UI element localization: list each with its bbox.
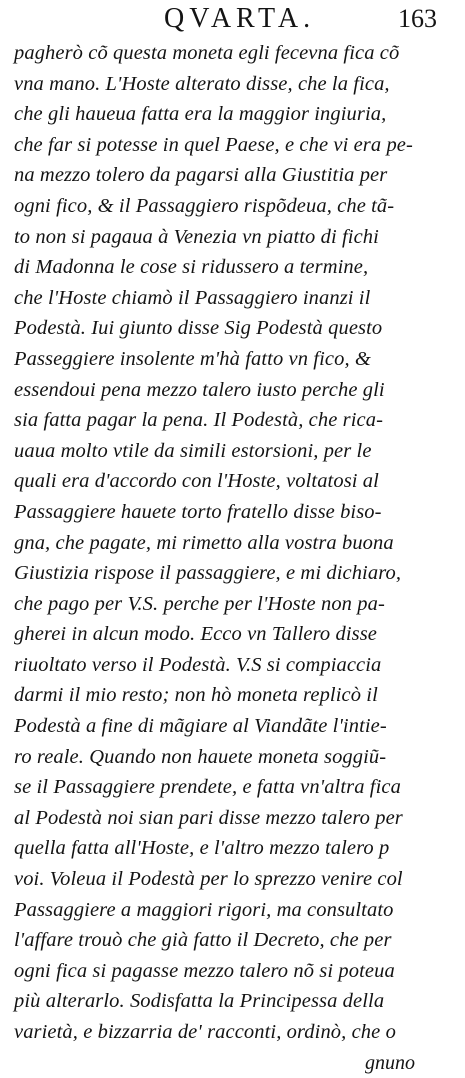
text-line: quella fatta all'Hoste, e l'altro mezzo talero p [14, 837, 390, 860]
text-line: Passeggiere insolente m'hà fatto vn fico, & [14, 347, 371, 370]
text-line: vna mano. L'Hoste alterato disse, che la fica, [14, 72, 390, 95]
text-line: riuoltato verso il Podestà. V.S si compiaccia [14, 653, 382, 676]
text-line: Passaggiere a maggiori rigori, ma consultato [14, 898, 394, 921]
text-line: varietà, e bizzarria de' racconti, ordinò, che o [14, 1021, 396, 1043]
text-line: uaua molto vtile da simili estorsioni, per le [14, 439, 372, 462]
text-line: al Podestà noi sian pari disse mezzo talero per [14, 806, 403, 829]
text-line: Podestà a fine di mãgiare al Viandãte l'intie- [14, 715, 387, 738]
text-line: se il Passaggiere prendete, e fatta vn'altra fica [14, 776, 401, 799]
text-body [14, 38, 445, 1048]
page-number: 163 [398, 4, 437, 33]
text-line: pagherò cõ questa moneta egli fecevna fica cõ [14, 42, 400, 64]
text-line: ogni fica si pagasse mezzo talero nõ si poteua [14, 959, 395, 982]
text-line: darmi il mio resto; non hò moneta replicò il [14, 684, 378, 707]
text-line: l'affare trouò che già fatto il Decreto, che per [14, 929, 392, 952]
text-line: na mezzo tolero da pagarsi alla Giustitia per [14, 164, 388, 187]
text-line: che gli haueua fatta era la maggior ingiuria, [14, 103, 387, 126]
text-line: essendoui pena mezzo talero iusto perche gli [14, 378, 385, 401]
text-line: ogni fico, & il Passaggiero rispõdeua, che tã- [14, 194, 395, 217]
catchword: gnuno [365, 1051, 415, 1074]
text-line: Passaggiere hauete torto fratello disse biso- [14, 500, 382, 523]
text-line: che pago per V.S. perche per l'Hoste non pa- [14, 592, 385, 615]
page-header [14, 3, 445, 36]
text-line: Giustizia rispose il passaggiere, e mi dichiaro, [14, 562, 402, 585]
text-line: gna, che pagate, mi rimetto alla vostra buona [14, 531, 394, 554]
text-line: to non si pagaua à Venezia vn piatto di fichi [14, 225, 379, 248]
text-line: Podestà. Iui giunto disse Sig Podestà questo [14, 317, 383, 340]
text-line: quali era d'accordo con l'Hoste, voltatosi al [14, 470, 379, 493]
text-line: gherei in alcun modo. Ecco vn Tallero disse [14, 623, 377, 646]
text-line: che l'Hoste chiamò il Passaggiero inanzi il [14, 286, 371, 309]
running-title: QVARTA. [164, 3, 316, 34]
text-line: sia fatta pagar la pena. Il Podestà, che rica- [14, 409, 383, 432]
text-line: più alterarlo. Sodisfatta la Principessa della [14, 990, 385, 1013]
text-line: voi. Voleua il Podestà per lo sprezzo venire col [14, 868, 403, 891]
text-line: di Madonna le cose si ridussero a termine, [14, 256, 369, 279]
text-line: ro reale. Quando non hauete moneta soggiũ- [14, 745, 387, 768]
text-line: che far si potesse in quel Paese, e che vi era pe- [14, 133, 413, 156]
